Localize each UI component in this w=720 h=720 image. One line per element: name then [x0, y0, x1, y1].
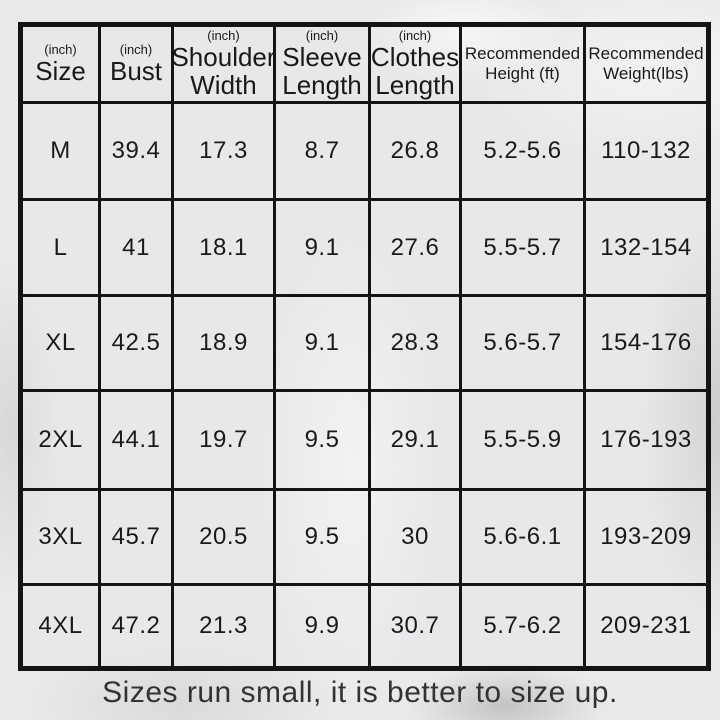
cell-height: 5.6-5.7 — [461, 296, 585, 391]
cell-clothes: 28.3 — [370, 296, 461, 391]
header-clothes-label-1: Clothes — [370, 42, 460, 73]
cell-bust: 44.1 — [100, 391, 173, 490]
header-sleeve-length — [275, 25, 370, 103]
cell-weight: 176-193 — [585, 391, 709, 490]
header-bust — [100, 25, 173, 103]
header-clothes-length — [370, 25, 461, 103]
header-size-label: Size — [35, 56, 86, 87]
cell-clothes: 30.7 — [370, 585, 461, 669]
header-sleeve-label-1: Sleeve — [282, 42, 362, 73]
cell-bust: 47.2 — [100, 585, 173, 669]
header-recommended-height — [461, 25, 585, 103]
cell-shoulder: 18.1 — [173, 200, 275, 296]
cell-weight: 132-154 — [585, 200, 709, 296]
header-weight-label-1: Recommended — [588, 43, 704, 63]
cell-shoulder: 20.5 — [173, 490, 275, 585]
header-clothes-unit: (inch) — [398, 27, 432, 43]
cell-shoulder: 21.3 — [173, 585, 275, 669]
cell-weight: 209-231 — [585, 585, 709, 669]
header-shoulder-unit: (inch) — [207, 27, 240, 43]
cell-size: 3XL — [21, 490, 100, 585]
cell-sleeve: 9.9 — [275, 585, 370, 669]
table-row-m — [21, 103, 709, 200]
table-row-4xl — [21, 585, 709, 669]
header-height-label-2: Height (ft) — [485, 64, 560, 83]
header-sleeve-unit: (inch) — [305, 27, 339, 43]
cell-height: 5.2-5.6 — [461, 103, 585, 200]
header-bust-label: Bust — [109, 56, 163, 87]
size-chart-table — [18, 22, 711, 671]
cell-weight: 110-132 — [585, 103, 709, 200]
cell-clothes: 29.1 — [370, 391, 461, 490]
table-row-2xl — [21, 391, 709, 490]
cell-bust: 42.5 — [100, 296, 173, 391]
header-shoulder-width — [173, 25, 275, 103]
cell-clothes: 26.8 — [370, 103, 461, 200]
table-row-3xl — [21, 490, 709, 585]
cell-shoulder: 19.7 — [173, 391, 275, 490]
cell-sleeve: 8.7 — [275, 103, 370, 200]
cell-weight: 193-209 — [585, 490, 709, 585]
cell-height: 5.7-6.2 — [461, 585, 585, 669]
header-size — [21, 25, 100, 103]
header-shoulder-label-2: Width — [190, 70, 257, 101]
table-row-xl — [21, 296, 709, 391]
cell-sleeve: 9.1 — [275, 296, 370, 391]
cell-sleeve: 9.5 — [275, 490, 370, 585]
table-row-l — [21, 200, 709, 296]
cell-shoulder: 17.3 — [173, 103, 275, 200]
cell-bust: 45.7 — [100, 490, 173, 585]
cell-clothes: 30 — [370, 490, 461, 585]
header-shoulder-label-1: Shoulder — [171, 42, 276, 73]
cell-height: 5.5-5.7 — [461, 200, 585, 296]
cell-size: M — [21, 103, 100, 200]
header-recommended-weight — [585, 25, 709, 103]
header-row — [21, 25, 709, 103]
header-clothes-label-2: Length — [375, 70, 455, 101]
header-weight-label-2: Weight(lbs) — [603, 64, 689, 83]
cell-shoulder: 18.9 — [173, 296, 275, 391]
cell-height: 5.6-6.1 — [461, 490, 585, 585]
cell-size: XL — [21, 296, 100, 391]
cell-sleeve: 9.1 — [275, 200, 370, 296]
cell-size: L — [21, 200, 100, 296]
cell-size: 2XL — [21, 391, 100, 490]
cell-sleeve: 9.5 — [275, 391, 370, 490]
cell-size: 4XL — [21, 585, 100, 669]
header-bust-unit: (inch) — [119, 41, 153, 57]
header-size-unit: (inch) — [44, 41, 77, 57]
cell-bust: 41 — [100, 200, 173, 296]
header-height-label-1: Recommended — [464, 43, 581, 63]
cell-clothes: 27.6 — [370, 200, 461, 296]
size-note-caption: Sizes run small, it is better to size up. — [102, 676, 618, 709]
header-sleeve-label-2: Length — [282, 70, 362, 101]
cell-weight: 154-176 — [585, 296, 709, 391]
cell-bust: 39.4 — [100, 103, 173, 200]
cell-height: 5.5-5.9 — [461, 391, 585, 490]
